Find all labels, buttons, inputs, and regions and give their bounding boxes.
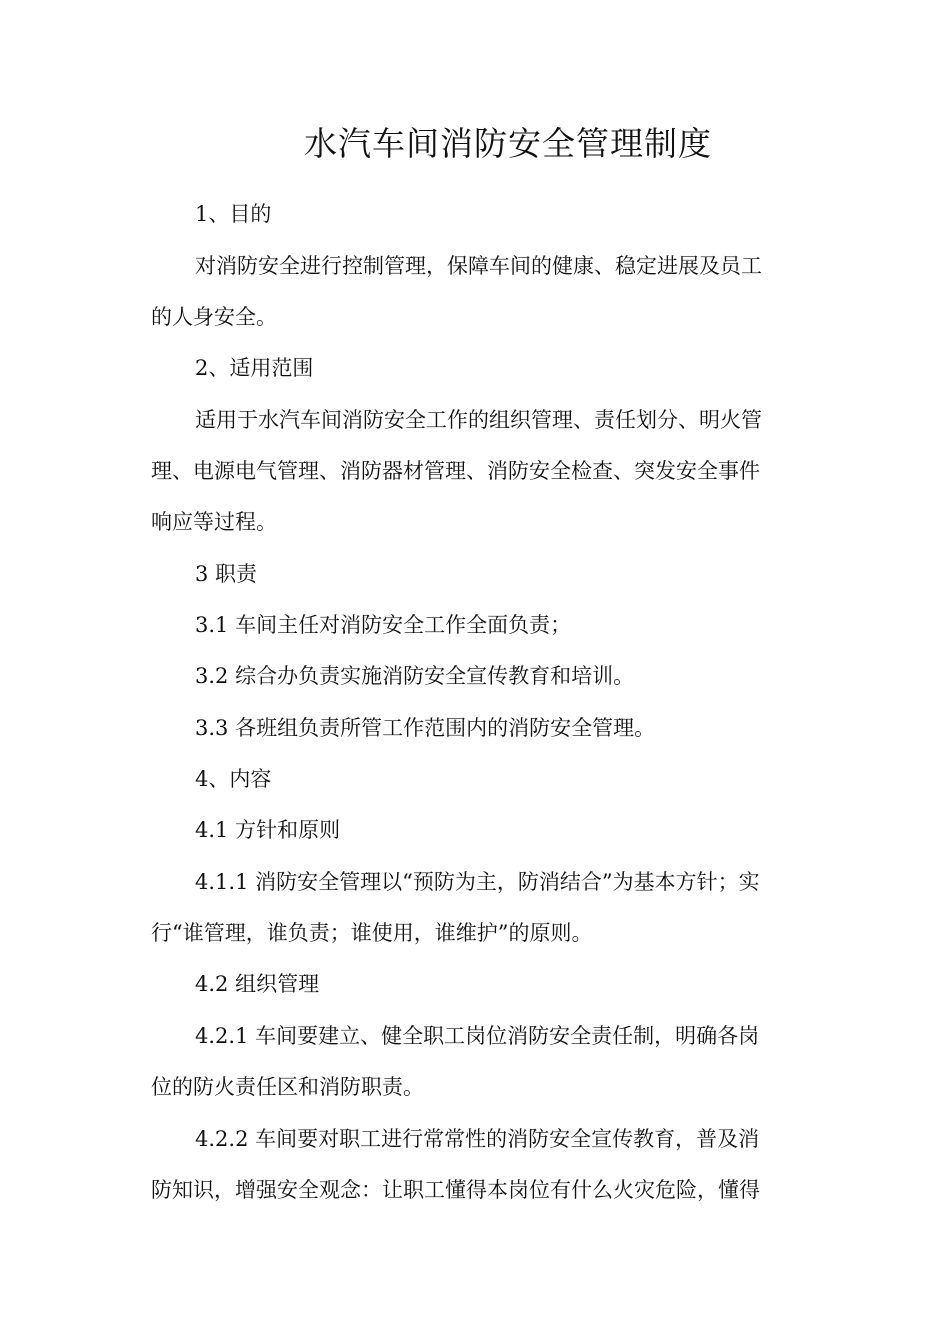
document-title: 水汽车间消防安全管理制度 [304, 124, 712, 163]
paragraph-line: 响应等过程。 [151, 510, 277, 534]
heading-scope: 2、适用范围 [195, 356, 314, 380]
subheading-principles: 4.1 方针和原则 [195, 818, 341, 842]
paragraph-line: 3.1 车间主任对消防安全工作全面负责； [195, 613, 572, 637]
paragraph-line: 行“谁管理，谁负责；谁使用，谁维护”的原则。 [151, 921, 593, 945]
paragraph-line: 位的防火责任区和消防职责。 [151, 1075, 424, 1099]
heading-responsibilities: 3 职责 [195, 562, 258, 586]
paragraph-line: 3.2 综合办负责实施消防安全宣传教育和培训。 [195, 664, 635, 688]
paragraph-line: 4.2.2 车间要对职工进行常常性的消防安全宣传教育，普及消 [195, 1127, 760, 1151]
heading-purpose: 1、目的 [195, 202, 272, 226]
paragraph-line: 适用于水汽车间消防安全工作的组织管理、责任划分、明火管 [195, 408, 762, 432]
paragraph-line: 4.1.1 消防安全管理以“预防为主，防消结合”为基本方针；实 [195, 870, 760, 894]
paragraph-line: 4.2.1 车间要建立、健全职工岗位消防安全责任制，明确各岗 [195, 1024, 760, 1048]
paragraph-line: 对消防安全进行控制管理，保障车间的健康、稳定进展及员工 [195, 254, 762, 278]
heading-content: 4、内容 [195, 767, 272, 791]
paragraph-line: 的人身安全。 [151, 305, 277, 329]
paragraph-line: 防知识，增强安全观念：让职工懂得本岗位有什么火灾危险，懂得 [151, 1178, 760, 1202]
paragraph-line: 理、电源电气管理、消防器材管理、消防安全检查、突发安全事件 [151, 459, 760, 483]
subheading-organization: 4.2 组织管理 [195, 972, 320, 996]
paragraph-line: 3.3 各班组负责所管工作范围内的消防安全管理。 [195, 716, 656, 740]
